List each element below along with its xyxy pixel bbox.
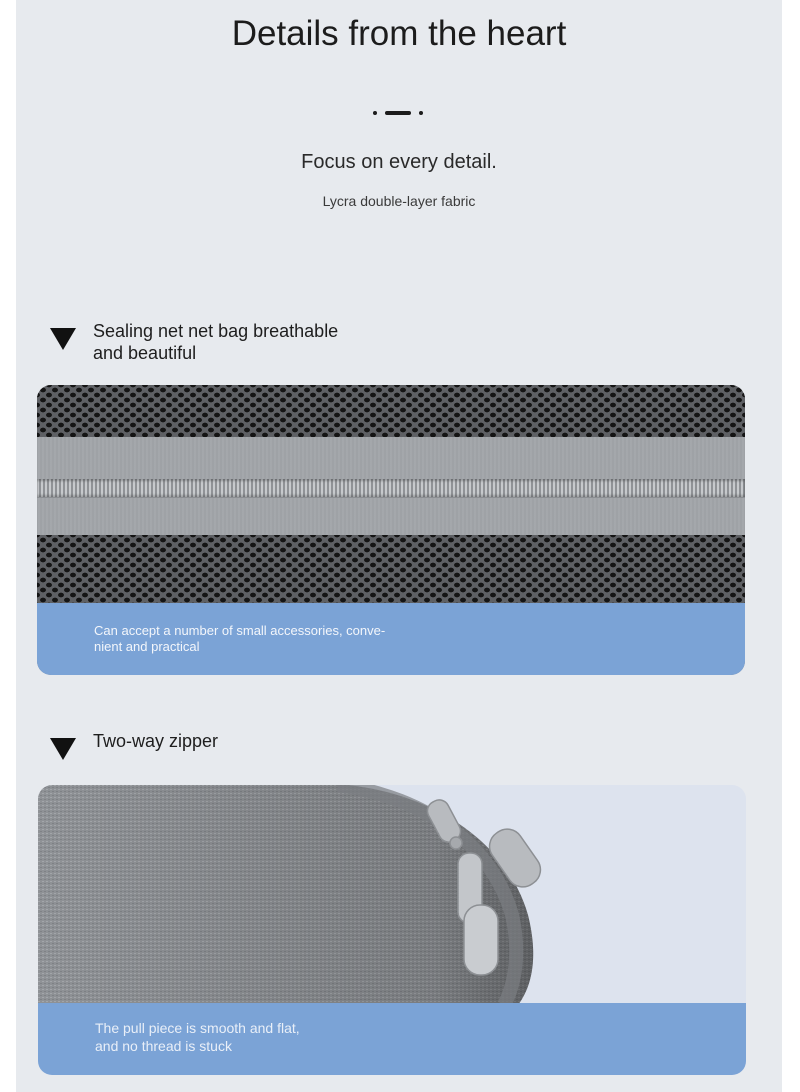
description-line: The pull piece is smooth and flat, [95, 1020, 300, 1036]
mesh-fabric-image [37, 385, 745, 437]
section-heading-line: and beautiful [93, 343, 197, 363]
description-line: and no thread is stuck [95, 1038, 232, 1054]
mesh-zipper-photo-card [37, 385, 745, 675]
description-line: nient and practical [94, 639, 200, 654]
product-detail-page [16, 0, 782, 1092]
description-band [37, 603, 745, 675]
fabric-caption: Lycra double-layer fabric [322, 193, 476, 209]
divider-icon [373, 108, 423, 118]
zipper-chain-image [37, 479, 745, 497]
down-triangle-icon [50, 738, 76, 760]
down-triangle-icon [50, 328, 76, 350]
zipper-tape-image [37, 437, 745, 480]
page-subtitle: Focus on every detail. [301, 151, 497, 173]
mesh-fabric-image [37, 535, 745, 605]
section-heading-line: Sealing net net bag breathable [93, 321, 339, 341]
description-line: Can accept a number of small accessories, conve- [94, 623, 386, 638]
section-heading-mesh-bag [50, 320, 393, 364]
description-band [38, 1003, 746, 1075]
case-zipper-pull-image [38, 785, 746, 1005]
page-title: Details from the heart [231, 14, 567, 53]
zipper-tape-image [37, 497, 745, 536]
section-heading-zipper [50, 730, 393, 760]
section-heading-line: Two-way zipper [93, 731, 219, 751]
zipper-pull-photo-card [38, 785, 746, 1075]
